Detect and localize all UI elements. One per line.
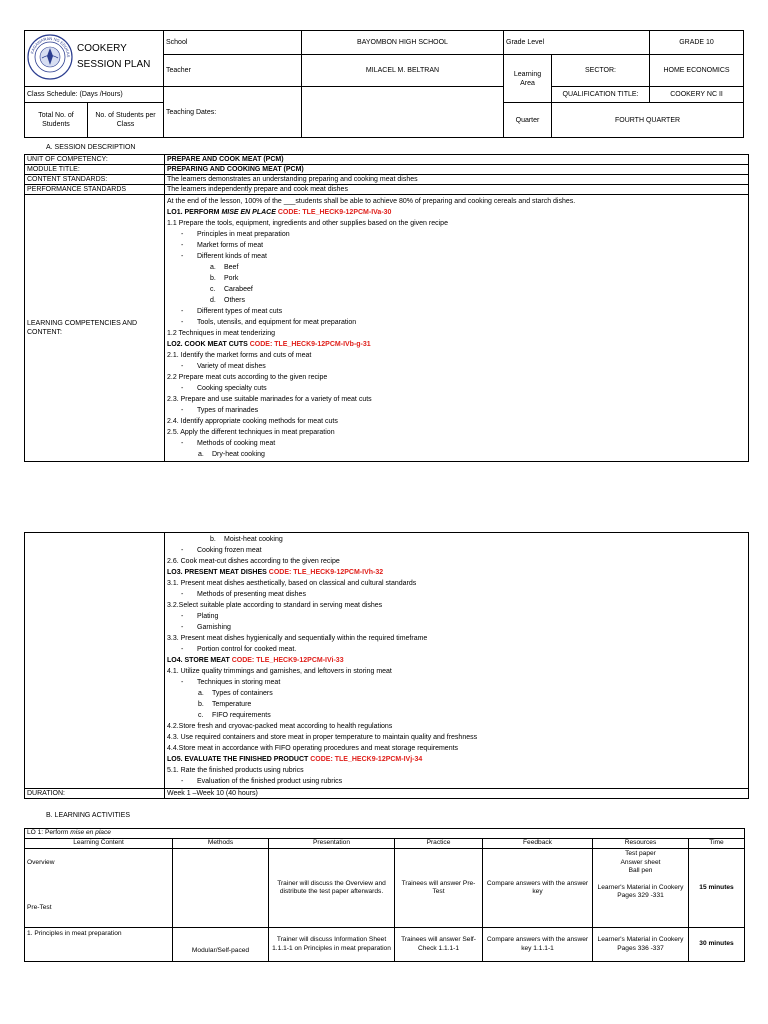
list-marker: -: [181, 440, 184, 447]
header-logo-cell: [25, 31, 164, 87]
list-marker: -: [181, 547, 184, 554]
competency-line: [167, 644, 746, 655]
row1-time: 15 minutes: [689, 849, 745, 928]
header-table: [24, 30, 744, 138]
school-label: School: [164, 31, 302, 55]
competency-text: Tools, utensils, and equipment for meat preparation: [197, 319, 357, 326]
list-marker: c.: [210, 286, 216, 293]
competency-text: 4.4.Store meat in accordance with FIFO operating procedures and meat storage requirements: [167, 745, 459, 752]
competency-text: Beef: [224, 264, 239, 271]
competency-text: 3.2.Select suitable plate according to standard in serving meat dishes: [167, 602, 383, 609]
competency-text: Evaluation of the finished product using rubrics: [197, 778, 343, 785]
competency-line: [167, 534, 746, 545]
competency-line: [167, 765, 746, 776]
learning-activities-table: [24, 828, 745, 962]
competency-line: [167, 196, 746, 207]
list-marker: a.: [198, 451, 204, 458]
competency-line: [167, 394, 746, 405]
competency-line: [167, 732, 746, 743]
list-marker: a.: [210, 264, 216, 271]
teaching-dates-value: [302, 87, 504, 138]
competency-text: Different kinds of meat: [197, 253, 267, 260]
competency-line: [167, 240, 746, 251]
col-header-feedback: Feedback: [483, 839, 593, 849]
competency-text: 3.3. Present meat dishes hygienically and sequentially within the required timeframe: [167, 635, 428, 642]
competency-line: [167, 677, 746, 688]
competency-text: LO3. PRESENT MEAT DISHES: [167, 569, 269, 576]
list-marker: -: [181, 363, 184, 370]
lo-title-italic: mise en place: [70, 829, 111, 837]
competency-line: [167, 600, 746, 611]
competency-text: 2.1. Identify the market forms and cuts of meat: [167, 352, 312, 359]
col-header-resources: Resources: [593, 839, 689, 849]
competency-text: 4.1. Utilize quality trimmings and garnishes, and leftovers in storing meat: [167, 668, 392, 675]
competency-line: [167, 449, 746, 460]
competency-line: [167, 589, 746, 600]
competency-text: Methods of presenting meat dishes: [197, 591, 306, 598]
competency-line: [167, 207, 746, 218]
competency-line: [167, 666, 746, 677]
table-row: [25, 928, 745, 962]
teaching-dates-label: Teaching Dates:: [164, 87, 302, 138]
competency-line: [167, 427, 746, 438]
content-standards-value: The learners demonstrates an understanding preparing and cooking meat dishes: [165, 175, 749, 185]
learning-area-label: Learning Area: [504, 55, 552, 103]
competency-text: Cooking specialty cuts: [197, 385, 267, 392]
competency-text: 4.2.Store fresh and cryovac-packed meat according to health regulations: [167, 723, 393, 730]
duration-value: Week 1 –Week 10 (40 hours): [165, 789, 749, 799]
list-marker: d.: [210, 297, 216, 304]
qual-label: QUALIFICATION TITLE:: [552, 87, 650, 103]
list-marker: -: [181, 319, 184, 326]
competency-text: Pork: [224, 275, 239, 282]
competency-line: [167, 699, 746, 710]
competency-text: Moist-heat cooking: [224, 536, 283, 543]
row1-resources-materials: Test paper Answer sheet Ball pen: [620, 850, 661, 874]
competency-text: Temperature: [212, 701, 252, 708]
unit-label: UNIT OF COMPETENCY:: [25, 155, 165, 165]
competency-text: LO5. EVALUATE THE FINISHED PRODUCT: [167, 756, 311, 763]
col-header-presentation: Presentation: [269, 839, 395, 849]
col-header-learning-content: Learning Content: [25, 839, 173, 849]
competency-line: [167, 710, 746, 721]
col-header-time: Time: [689, 839, 745, 849]
sector-label: SECTOR:: [552, 55, 650, 87]
competency-line: [167, 339, 746, 350]
teacher-value: MILACEL M. BELTRAN: [302, 55, 504, 87]
list-marker: -: [181, 613, 184, 620]
deped-seal-logo: [27, 34, 73, 80]
competency-line: [167, 405, 746, 416]
row2-practice: Trainees will answer Self-Check 1.1.1-1: [395, 928, 483, 962]
competency-line: [167, 273, 746, 284]
schedule-label: Class Schedule: (Days /Hours): [25, 87, 164, 103]
competency-text: 1.2 Techniques in meat tenderizing: [167, 330, 276, 337]
competency-text: 3.1. Present meat dishes aesthetically, based on classical and cultural standards: [167, 580, 417, 587]
competency-text: 2.2 Prepare meat cuts according to the given recipe: [167, 374, 328, 381]
row2-presentation: Trainer will discuss Information Sheet 1.1.1-1 on Principles in meat preparation: [269, 928, 395, 962]
competency-text: 5.1. Rate the finished products using rubrics: [167, 767, 304, 774]
competency-line: [167, 743, 746, 754]
competency-text: Market forms of meat: [197, 242, 264, 249]
section-a-heading: A. SESSION DESCRIPTION: [46, 144, 136, 151]
competency-text: At the end of the lesson, 100% of the ___students shall be able to achieve 80% of preparing and cooking cereals and starch dishes.: [167, 198, 576, 205]
unit-value: PREPARE AND COOK MEAT (PCM): [165, 155, 749, 165]
performance-standards-label: PERFORMANCE STANDARDS: [25, 185, 165, 195]
row2-feedback: Compare answers with the answer key 1.1.1-1: [483, 928, 593, 962]
list-marker: -: [181, 679, 184, 686]
competency-line: [167, 251, 746, 262]
competency-line: [167, 328, 746, 339]
competency-text: Dry-heat cooking: [212, 451, 265, 458]
competency-line: [167, 556, 746, 567]
competency-code: CODE: TLE_HECK9-12PCM-IVh-32: [268, 569, 384, 576]
competency-text: 2.4. Identify appropriate cooking methods for meat cuts: [167, 418, 338, 425]
row1-methods: [173, 849, 269, 928]
competency-line: [167, 633, 746, 644]
competency-text: Others: [224, 297, 246, 304]
competency-line: [167, 578, 746, 589]
competency-text: Portion control for cooked meat.: [197, 646, 297, 653]
list-marker: b.: [210, 536, 216, 543]
competency-line: [167, 567, 746, 578]
svg-text:KAGAWARAN NG EDUKASYON: KAGAWARAN NG EDUKAS: [29, 35, 72, 58]
competency-list-page2: [167, 534, 746, 787]
sector-value: HOME ECONOMICS: [650, 55, 744, 87]
module-label: MODULE TITLE:: [25, 165, 165, 175]
competencies-label: LEARNING COMPETENCIES AND CONTENT:: [25, 195, 165, 462]
competency-line: [167, 262, 746, 273]
competency-line: [167, 438, 746, 449]
row2-learning-content: 1. Principles in meat preparation: [25, 928, 173, 962]
grade-value: GRADE 10: [650, 31, 744, 55]
competency-line: [167, 545, 746, 556]
list-marker: -: [181, 253, 184, 260]
table-row: [25, 849, 745, 928]
quarter-label: Quarter: [504, 103, 552, 138]
list-marker: -: [181, 242, 184, 249]
competency-list-page1: [167, 196, 746, 460]
row1-presentation: Trainer will discuss the Overview and distribute the test paper afterwards.: [269, 849, 395, 928]
row2-methods: Modular/Self-paced: [173, 928, 269, 962]
section-b-heading: B. LEARNING ACTIVITIES: [46, 812, 131, 819]
competency-text: Cooking frozen meat: [197, 547, 262, 554]
competencies-content: [165, 195, 749, 462]
list-marker: c.: [198, 712, 204, 719]
row1-feedback: Compare answers with the answer key: [483, 849, 593, 928]
session-description-table-continued: [24, 532, 749, 799]
competency-line: [167, 229, 746, 240]
list-marker: -: [181, 407, 184, 414]
competency-line: [167, 754, 746, 765]
list-marker: -: [181, 385, 184, 392]
competency-line: [167, 688, 746, 699]
competency-text: 2.5. Apply the different techniques in meat preparation: [167, 429, 335, 436]
list-marker: a.: [198, 690, 204, 697]
list-marker: -: [181, 231, 184, 238]
per-class-label: No. of Students per Class: [95, 112, 156, 128]
lo-title: [25, 829, 745, 839]
competency-line: [167, 622, 746, 633]
competency-line: [167, 372, 746, 383]
competency-italic-text: MISE EN PLACE: [221, 209, 278, 216]
students-cell: [25, 103, 164, 138]
competency-text: FIFO requirements: [212, 712, 271, 719]
competency-text: LO1. PERFORM: [167, 209, 222, 216]
list-marker: -: [181, 591, 184, 598]
competency-text: 2.6. Cook meat-cut dishes according to the given recipe: [167, 558, 340, 565]
competency-text: LO2. COOK MEAT CUTS: [167, 341, 250, 348]
school-value: BAYOMBON HIGH SCHOOL: [302, 31, 504, 55]
competency-code: CODE: TLE_HECK9-12PCM-IVa-30: [277, 209, 392, 216]
list-marker: -: [181, 778, 184, 785]
total-students-label: Total No. of Students: [25, 103, 88, 137]
row1-pretest: Pre-Test: [27, 904, 52, 911]
grade-label: Grade Level: [504, 31, 650, 55]
list-marker: b.: [198, 701, 204, 708]
competency-text: 1.1 Prepare the tools, equipment, ingredients and other supplies based on the given recipe: [167, 220, 448, 227]
module-value: PREPARING AND COOKING MEAT (PCM): [165, 165, 749, 175]
competencies-label-continued: [25, 533, 165, 789]
competency-text: Techniques in storing meat: [197, 679, 281, 686]
competency-line: [167, 655, 746, 666]
competency-line: [167, 306, 746, 317]
competency-line: [167, 295, 746, 306]
competency-code: CODE: TLE_HECK9-12PCM-IVj-34: [310, 756, 423, 763]
list-marker: -: [181, 624, 184, 631]
plan-title-line1: COOKERY: [77, 43, 127, 54]
lo-title-prefix: LO 1: Perform: [27, 829, 71, 837]
row1-practice: Trainees will answer Pre-Test: [395, 849, 483, 928]
col-header-practice: Practice: [395, 839, 483, 849]
competency-text: Types of containers: [212, 690, 273, 697]
competency-text: Principles in meat preparation: [197, 231, 290, 238]
competency-line: [167, 361, 746, 372]
row2-time: 30 minutes: [689, 928, 745, 962]
teacher-label: Teacher: [164, 55, 302, 87]
competency-text: 4.3. Use required containers and store meat in proper temperature to maintain quality and freshness: [167, 734, 478, 741]
competency-text: Methods of cooking meat: [197, 440, 276, 447]
list-marker: -: [181, 646, 184, 653]
competency-text: Garnishing: [197, 624, 231, 631]
row1-learning-content: [25, 849, 173, 928]
plan-title-line2: SESSION PLAN: [77, 59, 151, 70]
competency-line: [167, 416, 746, 427]
competency-code: CODE: TLE_HECK9-12PCM-IVi-33: [231, 657, 344, 664]
list-marker: -: [181, 308, 184, 315]
row1-resources-lm: Learner's Material in Cookery Pages 329 -331: [597, 883, 684, 899]
row1-overview: Overview: [27, 859, 55, 866]
competency-line: [167, 317, 746, 328]
competency-text: Variety of meat dishes: [197, 363, 266, 370]
qual-value: COOKERY NC II: [650, 87, 744, 103]
competency-line: [167, 611, 746, 622]
competency-text: Types of marinades: [197, 407, 259, 414]
competency-line: [167, 776, 746, 787]
session-description-table: [24, 154, 749, 462]
competency-text: Plating: [197, 613, 219, 620]
quarter-value: FOURTH QUARTER: [552, 103, 744, 138]
competency-code: CODE: TLE_HECK9-12PCM-IVb-g-31: [249, 341, 371, 348]
duration-label: DURATION:: [25, 789, 165, 799]
row2-resources: Learner's Material in Cookery Pages 336 -337: [593, 928, 689, 962]
competency-line: [167, 350, 746, 361]
competency-text: Carabeef: [224, 286, 253, 293]
competency-text: LO4. STORE MEAT: [167, 657, 232, 664]
competency-line: [167, 383, 746, 394]
competencies-content-continued: [165, 533, 749, 789]
list-marker: b.: [210, 275, 216, 282]
competency-line: [167, 721, 746, 732]
content-standards-label: CONTENT STANDARDS:: [25, 175, 165, 185]
competency-text: 2.3. Prepare and use suitable marinades for a variety of meat cuts: [167, 396, 372, 403]
col-header-methods: Methods: [173, 839, 269, 849]
performance-standards-value: The learners independently prepare and cook meat dishes: [165, 185, 749, 195]
competency-line: [167, 284, 746, 295]
row1-resources: [593, 849, 689, 928]
competency-line: [167, 218, 746, 229]
competency-text: Different types of meat cuts: [197, 308, 283, 315]
